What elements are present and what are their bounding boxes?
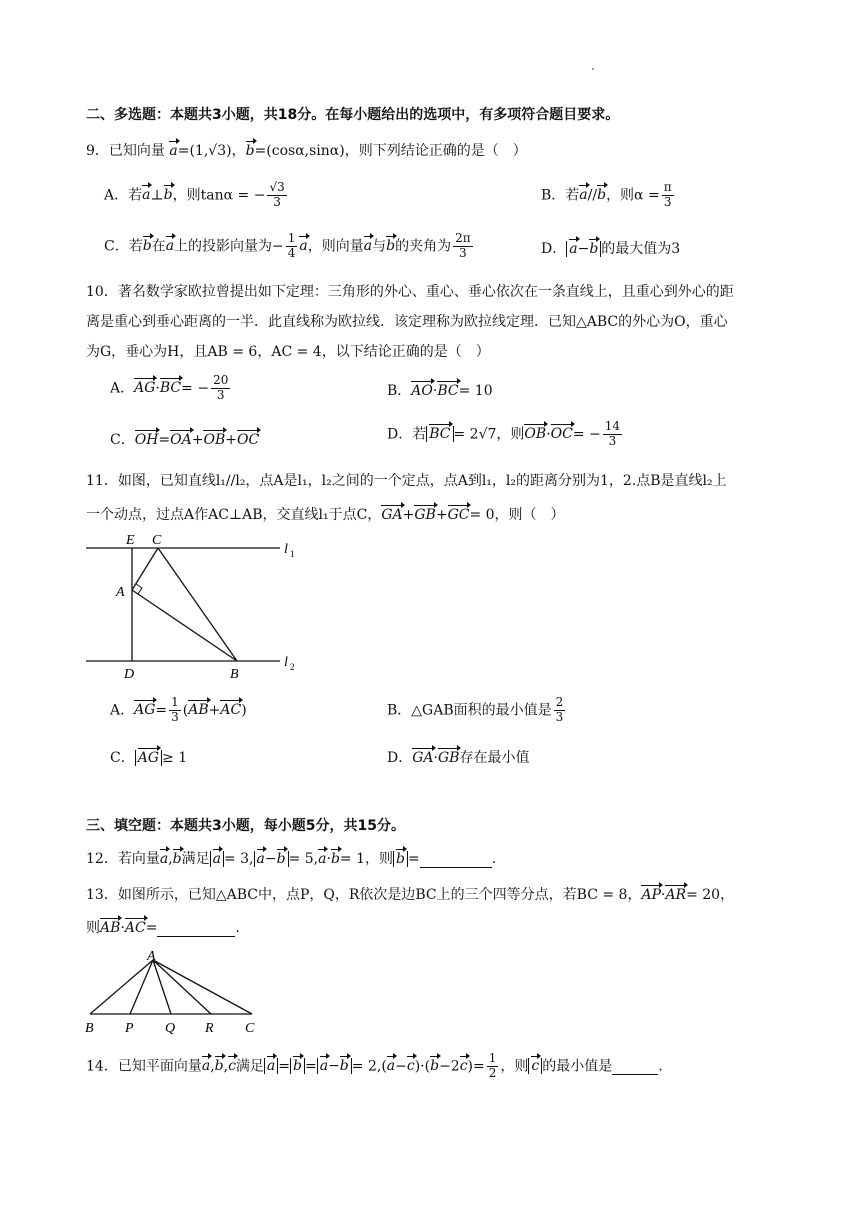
label-l1: l	[284, 542, 288, 557]
q12-answer-blank[interactable]	[420, 851, 492, 868]
question-10-line2: 离是重心到垂心距离的一半．此直线称为欧拉线．该定理称为欧拉线定理．已知△ABC的外心为O，重心	[86, 314, 728, 330]
label-Q: Q	[165, 1021, 176, 1036]
label-C: C	[245, 1021, 255, 1036]
section-heading-multiple-choice: 二、多选题：本题共3小题，共18分。在每小题给出的选项中，有多项符合题目要求。	[86, 107, 620, 123]
segment-CB	[158, 548, 237, 661]
label-P: P	[125, 1021, 134, 1036]
q9-option-a[interactable]: A．若a⊥b，则tanα = − $\frac{√3}{3}$	[104, 180, 285, 209]
question-14: 14．已知平面向量a,b,c满足 a = b = a−b = 2,(a−c)·(b−2c)= $\frac{1}{2}$ ，则 c 的最小值是 .	[86, 1051, 663, 1080]
q9-option-d[interactable]: D． a−b 的最大值为3	[541, 241, 681, 257]
question-12: 12．若向量a,b满足 a = 3, a−b = 5,a·b= 1，则 b = .	[86, 851, 497, 867]
question-13-line2: 则AB·AC= .	[86, 920, 240, 936]
section-heading-fill-in: 三、填空题：本题共3小题，每小题5分，共15分。	[86, 818, 405, 834]
page-mark	[592, 68, 594, 70]
q11-option-d[interactable]: D．GA·GB存在最小值	[387, 750, 530, 766]
label-l2: l	[284, 655, 288, 670]
label-A: A	[116, 585, 125, 600]
q10-option-b[interactable]: B．AO·BC= 10	[387, 383, 493, 399]
q9-option-b[interactable]: B．若a//b，则α = $\frac{\pi}{3}$	[541, 180, 672, 209]
question-13-line1: 13．如图所示，已知△ABC中，点P，Q，R依次是边BC上的三个四等分点，若BC = 8，AP·AR= 20，	[86, 887, 735, 903]
q9-option-c[interactable]: C．若b在a上的投影向量为− $\frac{1}{4}$ a，则向量a与b的夹角为 $\frac{2\pi}{3}$	[104, 231, 471, 260]
q11-option-a[interactable]: A．AG= $\frac{1}{3}$ (AB+AC)	[110, 695, 247, 724]
label-E: E	[126, 533, 135, 548]
segment-AB	[132, 590, 237, 661]
q10-option-d[interactable]: D．若 BC = 2√7，则OB·OC= − $\frac{14}{3}$	[387, 419, 621, 448]
label-R: R	[205, 1021, 214, 1036]
question-10-line1: 10．著名数学家欧拉曾提出如下定理：三角形的外心、重心、垂心依次在一条直线上，且重心到外心的距	[86, 284, 734, 300]
q11-option-b[interactable]: B．△GAB面积的最小值是 $\frac{2}{3}$	[387, 695, 564, 724]
q13-figure	[80, 946, 270, 1038]
label-l1-sub: 1	[290, 549, 295, 559]
q14-answer-blank[interactable]	[612, 1058, 658, 1075]
question-11-line1: 11．如图，已知直线l₁//l₂，点A是l₁，l₂之间的一个定点，点A到l₁，l₂的距离分别为1，2.点B是直线l₂上	[86, 473, 727, 489]
label-D: D	[124, 667, 135, 682]
q11-option-c[interactable]: C． AG ≥ 1	[110, 750, 188, 766]
q10-option-a[interactable]: A．AG·BC= − $\frac{20}{3}$	[110, 373, 229, 402]
right-angle-mark	[136, 584, 142, 594]
question-10-line3: 为G，垂心为H，且AB = 6，AC = 4，以下结论正确的是（ ）	[86, 344, 490, 360]
q13-answer-blank[interactable]	[157, 920, 235, 937]
label-B: B	[85, 1021, 94, 1036]
label-l2-sub: 2	[290, 662, 295, 672]
segment-AB	[90, 960, 153, 1014]
segment-AP	[130, 960, 153, 1014]
label-A: A	[147, 949, 156, 964]
q11-figure	[80, 528, 310, 688]
segment-AC	[132, 548, 158, 590]
label-C: C	[152, 533, 162, 548]
question-9-stem: 9．已知向量 a=(1,√3)，b=(cosα,sinα)，则下列结论正确的是（ ）	[86, 143, 527, 159]
label-B: B	[230, 667, 239, 682]
question-11-line2: 一个动点，过点A作AC⊥AB，交直线l₁于点C，GA+GB+GC= 0，则（ ）	[86, 507, 565, 523]
q10-option-c[interactable]: C．OH=OA+OB+OC	[110, 432, 260, 448]
